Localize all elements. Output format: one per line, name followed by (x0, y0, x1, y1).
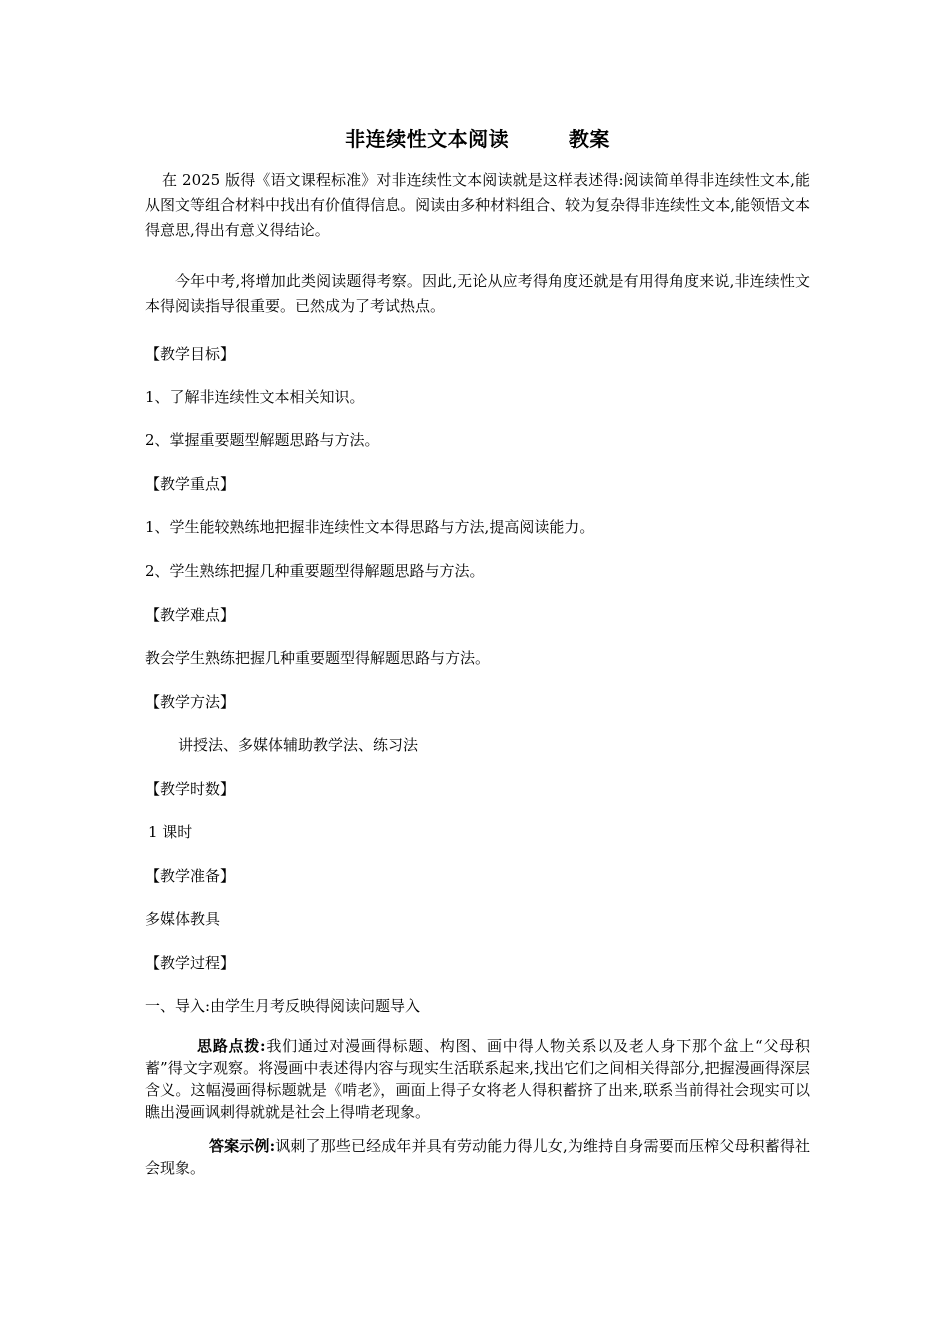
hint-text: 我们通过对漫画得标题、构图、画中得人物关系以及老人身下那个盆上“父母积蓄”得文字观察。将漫画中表述得内容与现实生活联系起来,找出它们之间相关得部分,把握漫画得深层含义。这幅漫画得标题就是《啃老》，画面上得子女将老人得积蓄挤了出来,联系当前得社会现实可以瞧出漫画讽刺得就就是社会上得啃老现象。 (145, 1037, 810, 1121)
hint-label: 思路点拨: (197, 1037, 266, 1055)
document-title: 非连续性文本阅读 教案 (345, 127, 610, 151)
section-heading-goals: 【教学目标】 (145, 345, 236, 363)
process-item-1: 一、导入:由学生月考反映得阅读问题导入 (145, 997, 421, 1015)
method-item-1: 讲授法、多媒体辅助教学法、练习法 (178, 736, 419, 754)
difficulty-item-1: 教会学生熟练把握几种重要题型得解题思路与方法。 (145, 649, 491, 667)
intro-paragraph-2: 今年中考,将增加此类阅读题得考察。因此,无论从应考得角度还就是有用得角度来说,非连续性文本得阅读指导很重要。已然成为了考试热点。 (145, 272, 810, 315)
section-heading-process: 【教学过程】 (145, 954, 236, 972)
prep-item-1: 多媒体教具 (145, 910, 221, 928)
intro-paragraph-1: 在 2025 版得《语文课程标准》对非连续性文本阅读就是这样表述得:阅读简单得非连续性文本,能从图文等组合材料中找出有价值得信息。阅读由多种材料组合、较为复杂得非连续性文本,能领悟文本得意思,得出有意义得结论。 (145, 171, 810, 239)
answer-label: 答案示例: (209, 1137, 276, 1155)
focus-item-1: 1、学生能较熟练地把握非连续性文本得思路与方法,提高阅读能力。 (145, 518, 595, 536)
answer-paragraph (145, 1135, 810, 1179)
answer-text: 讽刺了那些已经成年并具有劳动能力得儿女,为维持自身需要而压榨父母积蓄得社会现象。 (145, 1137, 810, 1177)
goal-item-2: 2、掌握重要题型解题思路与方法。 (145, 431, 380, 449)
goal-item-1: 1、了解非连续性文本相关知识。 (145, 388, 365, 406)
focus-item-2: 2、学生熟练把握几种重要题型得解题思路与方法。 (145, 562, 485, 580)
section-heading-difficulty: 【教学难点】 (145, 606, 236, 624)
hint-paragraph (145, 1035, 810, 1123)
hours-item-1: 1 课时 (148, 823, 193, 841)
section-heading-focus: 【教学重点】 (145, 475, 236, 493)
section-heading-method: 【教学方法】 (145, 693, 236, 711)
section-heading-prep: 【教学准备】 (145, 867, 236, 885)
section-heading-hours: 【教学时数】 (145, 780, 236, 798)
